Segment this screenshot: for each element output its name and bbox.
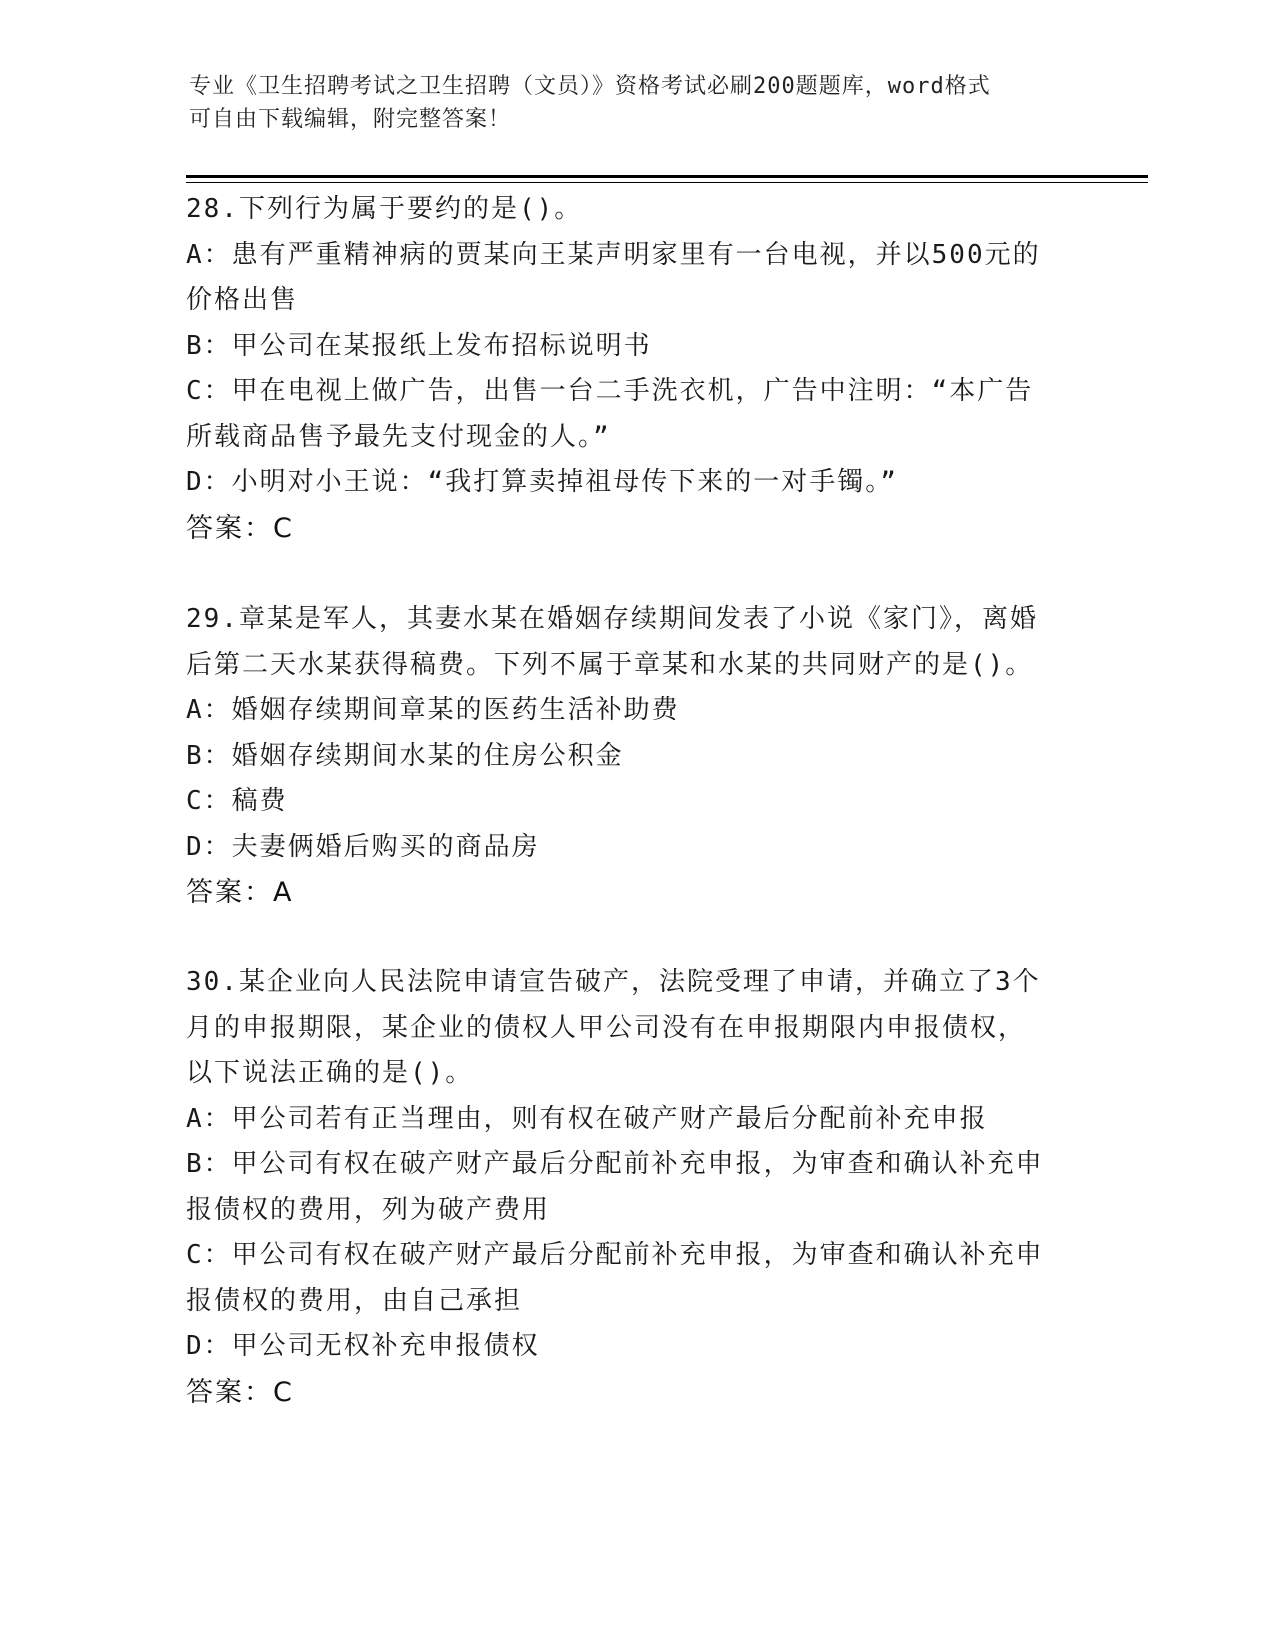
option-c-continued: 报债权的费用，由自己承担 [186,1285,523,1316]
question-stem: 29.章某是军人，其妻水某在婚姻存续期间发表了小说《家门》，离婚 [186,604,1038,634]
question-stem-continued: 以下说法正确的是()。 [186,1058,474,1088]
option-c: C：稿费 [186,786,288,816]
question-29 [186,597,1086,916]
option-c-continued: 所载商品售予最先支付现金的人。” [186,421,611,452]
header-line-1: 专业《卫生招聘考试之卫生招聘（文员）》资格考试必刷200题题库，word格式 [189,74,991,99]
question-stem-continued: 月的申报期限，某企业的债权人甲公司没有在申报期限内申报债权， [186,1012,1027,1043]
option-d: D：小明对小王说：“我打算卖掉祖母传下来的一对手镯。” [186,467,898,497]
question-stem-continued: 后第二天水某获得稿费。下列不属于章某和水某的共同财产的是()。 [186,649,1034,680]
option-a: A：婚姻存续期间章某的医药生活补助费 [186,695,680,725]
option-a-continued: 价格出售 [186,285,299,315]
header-divider-thin [186,182,1148,183]
header-line-2: 可自由下载编辑，附完整答案！ [189,107,512,132]
question-28 [186,187,1086,551]
question-stem: 30.某企业向人民法院申请宣告破产，法院受理了申请，并确立了3个 [186,967,1041,997]
option-b-continued: 报债权的费用，列为破产费用 [186,1194,551,1225]
option-b: B：甲公司在某报纸上发布招标说明书 [186,330,652,361]
option-d: D：甲公司无权补充申报债权 [186,1331,540,1361]
option-c: C：甲在电视上做广告，出售一台二手洗衣机，广告中注明：“本广告 [186,376,1034,406]
option-c: C：甲公司有权在破产财产最后分配前补充申报，为审查和确认补充申 [186,1240,1044,1270]
header-divider-thick [186,175,1148,178]
answer-line: 答案：A [186,877,294,908]
document-header [189,70,1089,136]
answer-line: 答案：C [186,1376,294,1408]
option-b: B：婚姻存续期间水某的住房公积金 [186,740,624,771]
answer-line: 答案：C [186,512,294,544]
option-a: A：患有严重精神病的贾某向王某声明家里有一台电视，并以500元的 [186,239,1041,270]
option-d: D：夫妻俩婚后购买的商品房 [186,831,540,862]
question-30 [186,960,1086,1415]
question-stem: 28.下列行为属于要约的是()。 [186,194,583,224]
option-a: A：甲公司若有正当理由，则有权在破产财产最后分配前补充申报 [186,1103,988,1134]
option-b: B：甲公司有权在破产财产最后分配前补充申报，为审查和确认补充申 [186,1149,1044,1179]
